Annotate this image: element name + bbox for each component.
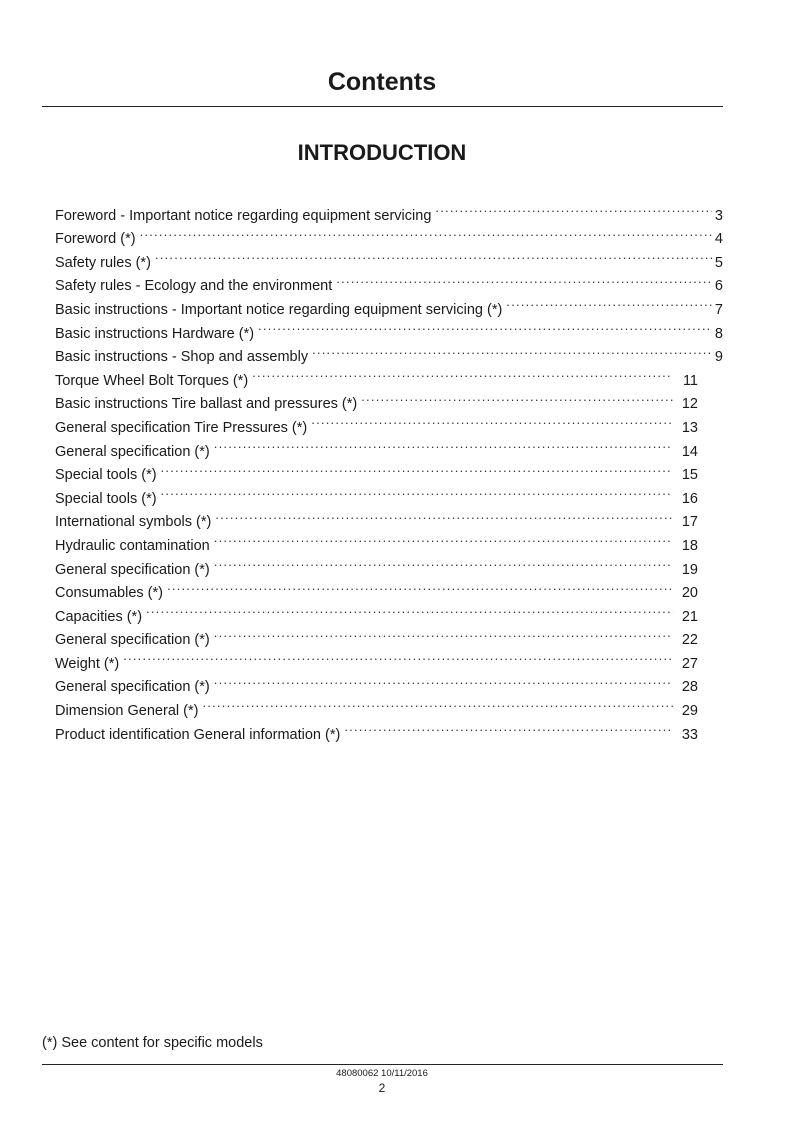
toc-dot-leader	[167, 574, 673, 598]
toc-dot-leader	[311, 408, 673, 432]
toc-entry[interactable]	[55, 621, 723, 649]
toc-entry[interactable]	[55, 220, 723, 248]
toc-dot-leader	[140, 220, 712, 244]
document-id: 48080062 10/11/2016	[336, 1068, 428, 1079]
toc-entry-page: 15	[681, 467, 698, 484]
toc-entry-title: Consumables (*)	[55, 585, 163, 602]
toc-dot-leader	[258, 314, 712, 338]
toc-entry-title: General specification (*)	[55, 632, 210, 649]
toc-entry-page: 13	[681, 419, 698, 436]
toc-entry-title: Dimension General (*)	[55, 703, 199, 720]
toc-entry-title: Basic instructions Tire ballast and pressures (*)	[55, 396, 358, 413]
toc-entry-title: Foreword - Important notice regarding equipment servicing	[55, 207, 432, 224]
toc-entry-page: 17	[681, 514, 698, 531]
toc-entry-page: 14	[681, 443, 698, 460]
toc-entry[interactable]	[55, 267, 723, 295]
toc-entry-title: Product identification General information (*)	[55, 726, 341, 743]
toc-entry[interactable]	[55, 668, 723, 696]
toc-dot-leader	[344, 715, 673, 739]
toc-dot-leader	[202, 691, 673, 715]
toc-entry-title: General specification (*)	[55, 679, 210, 696]
page-number: 2	[378, 1081, 386, 1095]
toc-entry[interactable]	[55, 196, 723, 224]
toc-entry-title: Safety rules - Ecology and the environment	[55, 278, 333, 295]
toc-entry[interactable]	[55, 243, 723, 271]
toc-entry-title: Basic instructions - Important notice regarding equipment servicing (*)	[55, 301, 503, 318]
toc-dot-leader	[161, 456, 673, 480]
toc-entry-page: 22	[681, 632, 698, 649]
toc-dot-leader	[214, 621, 673, 645]
toc-entry-title: General specification (*)	[55, 561, 210, 578]
toc-entry-title: General specification Tire Pressures (*)	[55, 419, 308, 436]
toc-entry-page: 6	[714, 278, 723, 295]
toc-dot-leader	[312, 338, 712, 362]
toc-entry-page: 16	[681, 490, 698, 507]
page-title: Contents	[327, 68, 437, 96]
toc-dot-leader	[214, 550, 673, 574]
toc-dot-leader	[215, 503, 673, 527]
footer-divider	[42, 1064, 723, 1065]
toc-entry-page: 21	[681, 608, 698, 625]
toc-entry-page: 3	[714, 207, 723, 224]
toc-dot-leader	[123, 644, 673, 668]
toc-entry-title: Special tools (*)	[55, 490, 157, 507]
toc-entry-title: International symbols (*)	[55, 514, 212, 531]
toc-entry-title: Special tools (*)	[55, 467, 157, 484]
toc-dot-leader	[155, 243, 712, 267]
toc-entry-title: Basic instructions Hardware (*)	[55, 325, 255, 342]
section-heading: INTRODUCTION	[297, 140, 467, 165]
toc-entry-page: 27	[681, 655, 698, 672]
footnote: (*) See content for specific models	[42, 1035, 263, 1051]
toc-dot-leader	[252, 361, 673, 385]
toc-entry-title: Safety rules (*)	[55, 254, 151, 271]
toc-entry-page: 29	[681, 703, 698, 720]
toc-dot-leader	[161, 479, 673, 503]
toc-dot-leader	[336, 267, 712, 291]
table-of-contents	[55, 196, 723, 743]
toc-entry-page: 7	[714, 301, 723, 318]
toc-dot-leader	[146, 597, 673, 621]
toc-entry-title: Basic instructions - Shop and assembly	[55, 349, 309, 366]
toc-entry[interactable]	[55, 644, 723, 672]
toc-entry-title: General specification (*)	[55, 443, 210, 460]
toc-entry-title: Capacities (*)	[55, 608, 143, 625]
toc-entry-page: 28	[681, 679, 698, 696]
toc-entry-page: 11	[682, 372, 698, 389]
toc-entry-title: Hydraulic contamination	[55, 537, 210, 554]
toc-entry-page: 12	[681, 396, 698, 413]
toc-entry-title: Foreword (*)	[55, 231, 136, 248]
toc-dot-leader	[361, 385, 673, 409]
toc-entry-page: 33	[681, 726, 698, 743]
toc-entry-page: 20	[681, 585, 698, 602]
toc-entry-page: 19	[681, 561, 698, 578]
toc-entry-page: 18	[681, 537, 698, 554]
toc-dot-leader	[214, 526, 673, 550]
title-divider	[42, 106, 723, 107]
toc-entry-page: 5	[714, 254, 723, 271]
toc-dot-leader	[506, 290, 712, 314]
toc-dot-leader	[214, 432, 673, 456]
toc-entry-page: 8	[714, 325, 723, 342]
toc-entry-page: 9	[714, 349, 723, 366]
toc-entry[interactable]	[55, 597, 723, 625]
toc-entry-title: Torque Wheel Bolt Torques (*)	[55, 372, 249, 389]
toc-entry-page: 4	[714, 231, 723, 248]
toc-dot-leader	[435, 196, 712, 220]
toc-entry-title: Weight (*)	[55, 655, 120, 672]
toc-dot-leader	[214, 668, 673, 692]
